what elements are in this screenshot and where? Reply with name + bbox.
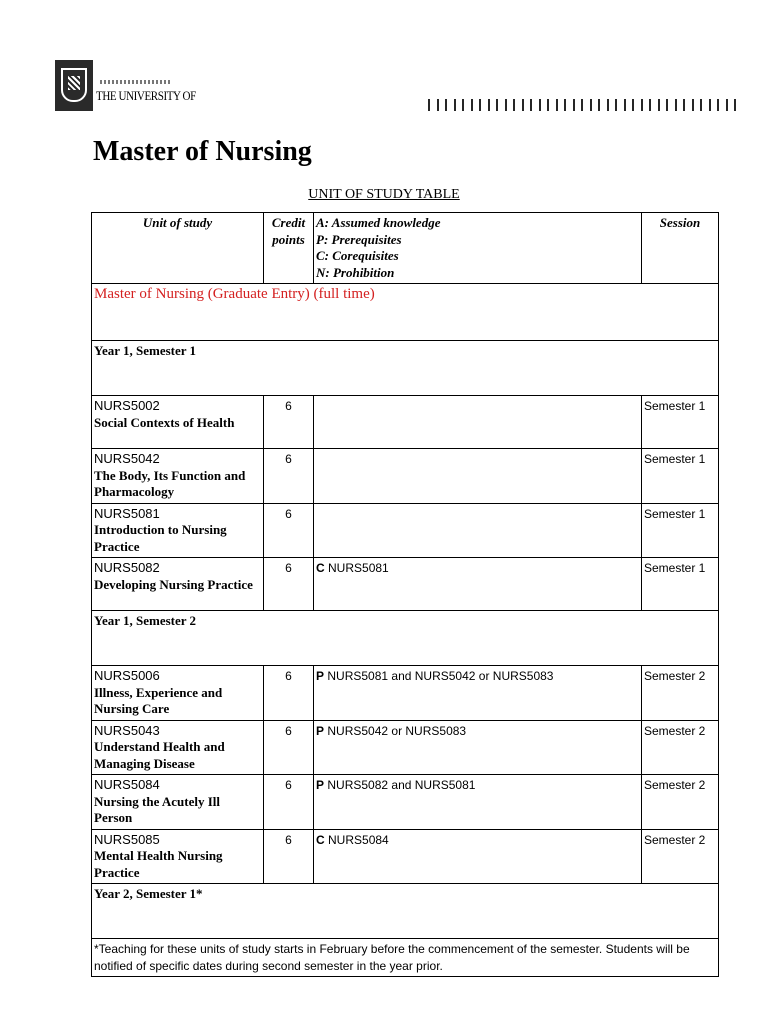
footnote: *Teaching for these units of study starts in February before the commencement of the semester. Students will be notified of specific dates during second semester in the year prior.: [92, 939, 719, 977]
header-req-n: N: Prohibition: [316, 264, 395, 280]
session-cell: Semester 2: [642, 720, 719, 775]
unit-cell: [92, 503, 264, 558]
unit-name: Illness, Experience and Nursing Care: [94, 684, 223, 716]
requirements-cell: [314, 720, 642, 775]
credit-points-cell: 6: [264, 449, 314, 504]
unit-name: Nursing the Acutely Ill Person: [94, 793, 221, 825]
unit-cell: [92, 829, 264, 884]
session-cell: Semester 2: [642, 666, 719, 721]
unit-name: Developing Nursing Practice: [94, 576, 253, 592]
unit-code: NURS5081: [94, 505, 160, 521]
requirement-units: NURS5081: [328, 561, 389, 575]
requirement-type: P: [316, 669, 325, 683]
unit-code: NURS5042: [94, 451, 160, 466]
credit-points-cell: 6: [264, 558, 314, 611]
header-credit-points: Credit points: [264, 213, 314, 284]
requirements-cell: [314, 396, 642, 449]
unit-code: NURS5002: [94, 398, 160, 413]
table-row: [92, 558, 719, 611]
session-cell: Semester 1: [642, 449, 719, 504]
semester-heading-text: Year 1, Semester 1: [94, 343, 197, 358]
session-cell: Semester 1: [642, 503, 719, 558]
unit-cell: [92, 666, 264, 721]
semester-heading: [92, 341, 719, 396]
requirement-units: NURS5042 or NURS5083: [327, 723, 467, 738]
requirements-cell: [314, 829, 642, 884]
unit-name: Social Contexts of Health: [94, 414, 235, 430]
semester-heading-text: Year 2, Semester 1*: [94, 886, 203, 901]
credit-points-cell: 6: [264, 829, 314, 884]
unit-cell: [92, 720, 264, 775]
session-cell: Semester 2: [642, 829, 719, 884]
credit-points-cell: 6: [264, 720, 314, 775]
unit-code: NURS5006: [94, 668, 160, 683]
header-unit-of-study: Unit of study: [92, 213, 264, 284]
requirements-cell: [314, 775, 642, 830]
header-req-p: P: Prerequisites: [316, 231, 402, 247]
table-row: [92, 720, 719, 775]
unit-code: NURS5085: [94, 831, 160, 847]
unit-name: Understand Health and Managing Disease: [94, 739, 225, 771]
unit-code: NURS5084: [94, 777, 160, 792]
requirement-type: C: [316, 561, 325, 575]
unit-of-study-table: [91, 212, 719, 977]
logo-small-text: [100, 80, 170, 84]
unit-cell: [92, 396, 264, 449]
requirements-cell: [314, 449, 642, 504]
credit-points-cell: 6: [264, 396, 314, 449]
session-cell: Semester 1: [642, 558, 719, 611]
university-crest-logo: [55, 60, 93, 111]
university-logo-text: THE UNIVERSITY OF: [96, 88, 196, 103]
header-requirements: [314, 213, 642, 284]
semester-heading: [92, 611, 719, 666]
table-row: [92, 775, 719, 830]
table-row: [92, 666, 719, 721]
table-row: [92, 829, 719, 884]
requirement-type: C: [316, 832, 325, 847]
unit-cell: [92, 449, 264, 504]
session-cell: Semester 1: [642, 396, 719, 449]
header-faculty-strip: [428, 99, 738, 111]
header-session: Session: [642, 213, 719, 284]
semester-heading: [92, 884, 719, 939]
requirement-units: NURS5081 and NURS5042 or NURS5083: [327, 669, 554, 683]
table-subtitle: UNIT OF STUDY TABLE: [308, 187, 460, 202]
requirement-type: P: [316, 723, 325, 738]
semester-heading-text: Year 1, Semester 2: [94, 613, 197, 628]
session-cell: Semester 2: [642, 775, 719, 830]
credit-points-cell: 6: [264, 503, 314, 558]
requirements-cell: [314, 666, 642, 721]
unit-name: Mental Health Nursing Practice: [94, 848, 223, 880]
header-req-a: A: Assumed knowledge: [316, 215, 441, 230]
header-req-c: C: Corequisites: [316, 248, 399, 263]
credit-points-cell: 6: [264, 666, 314, 721]
page-title: Master of Nursing: [93, 136, 312, 167]
unit-name: Introduction to Nursing Practice: [94, 522, 227, 554]
unit-code: NURS5043: [94, 722, 160, 738]
unit-name: The Body, Its Function and Pharmacology: [94, 467, 246, 499]
table-row: [92, 449, 719, 504]
credit-points-cell: 6: [264, 775, 314, 830]
requirement-units: NURS5082 and NURS5081: [327, 778, 476, 792]
requirements-cell: [314, 503, 642, 558]
table-row: [92, 396, 719, 449]
requirements-cell: [314, 558, 642, 611]
requirement-units: NURS5084: [328, 832, 389, 847]
unit-code: NURS5082: [94, 560, 160, 575]
table-row: [92, 503, 719, 558]
unit-cell: [92, 775, 264, 830]
requirement-type: P: [316, 778, 325, 792]
unit-cell: [92, 558, 264, 611]
program-title: Master of Nursing (Graduate Entry) (full time): [92, 284, 719, 341]
